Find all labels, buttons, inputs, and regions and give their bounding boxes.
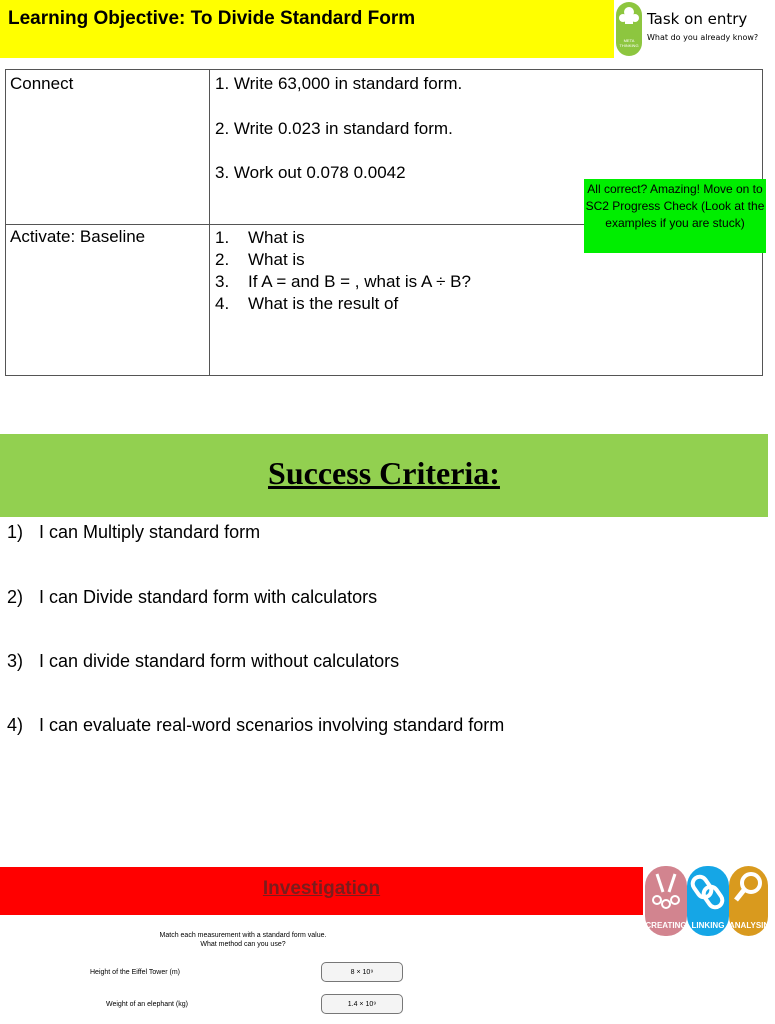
criteria-item: 4) I can evaluate real-word scenarios involving standard form (7, 715, 505, 735)
meta-thinking-label: META THINKING (619, 38, 639, 48)
activate-question-list (215, 227, 471, 315)
activate-label: Activate: Baseline (10, 227, 146, 246)
table-divider-vertical (209, 70, 210, 375)
match-row (0, 962, 768, 984)
analysing-label: ANALYSING (729, 921, 775, 930)
creating-label: CREATING (645, 921, 687, 930)
linking-badge (687, 866, 729, 936)
criteria-item: 1) I can Multiply standard form (7, 522, 261, 542)
standard-form-card[interactable]: 8 × 10⁹ (321, 962, 403, 982)
measurement-label: Height of the Eiffel Tower (m) (90, 969, 181, 976)
investigation-title: Investigation (262, 878, 381, 899)
criteria-item: 2) I can Divide standard form with calculators (7, 587, 378, 607)
list-item: 4. What is the result of (215, 294, 399, 313)
page-title: Learning Objective: To Divide Standard Form (8, 8, 416, 29)
meta-thinking-badge (616, 2, 642, 56)
progress-note: All correct? Amazing! Move on to SC2 Progress Check (Look at the examples if you are stuck) (584, 179, 766, 253)
table-divider-horizontal (6, 224, 584, 225)
header-bar (0, 0, 768, 58)
creating-badge (645, 866, 687, 936)
match-row (0, 994, 768, 1016)
connect-label: Connect (10, 74, 74, 93)
task-on-entry-subtitle: What do you already know? (647, 33, 759, 42)
magnifier-icon (733, 870, 765, 914)
success-criteria-title: Success Criteria: (268, 455, 500, 491)
standard-form-card[interactable]: 1.4 × 10⁹ (321, 994, 403, 1014)
connect-question-2: 2. Write 0.023 in standard form. (215, 119, 453, 138)
measurement-label: Weight of an elephant (kg) (106, 1001, 188, 1008)
list-item: 1. What is (215, 228, 305, 247)
linking-label: LINKING (691, 921, 725, 930)
task-on-entry-box (614, 0, 768, 58)
task-on-entry-title: Task on entry (647, 10, 748, 28)
criteria-item: 3) I can divide standard form without calculators (7, 651, 400, 671)
creating-icon (649, 870, 683, 914)
puzzle-icon (617, 4, 641, 34)
list-item: 2. What is (215, 250, 305, 269)
investigation-instructions: Match each measurement with a standard form value. What method can you use? (159, 932, 327, 948)
connect-question-1: 1. Write 63,000 in standard form. (215, 74, 463, 93)
analysing-badge (729, 866, 775, 936)
chain-link-icon (691, 870, 725, 914)
list-item: 3. If A = and B = , what is A ÷ B? (215, 272, 471, 291)
connect-question-3: 3. Work out 0.078 0.0042 (215, 163, 406, 182)
